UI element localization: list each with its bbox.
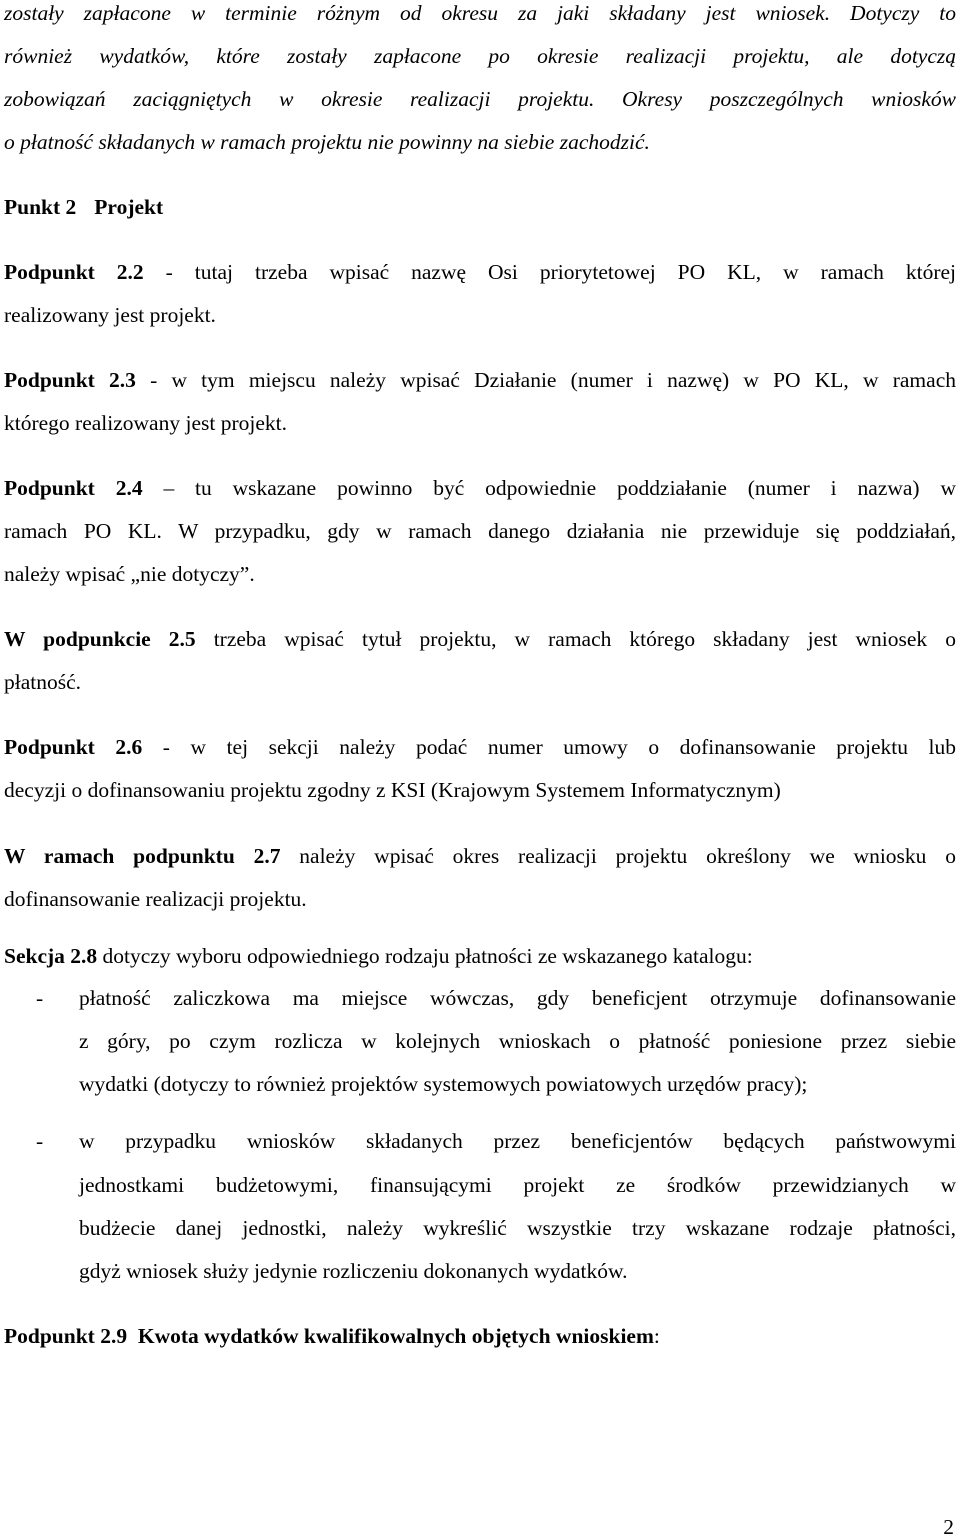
intro-line: zostały zapłacone w terminie różnym od okresu za jaki składany jest wniosek. Dotyczy to bbox=[4, 1, 956, 25]
bullet-marker: - bbox=[36, 1129, 44, 1153]
paragraph-line: realizowany jest projekt. bbox=[4, 303, 216, 327]
heading-title: Projekt bbox=[94, 195, 164, 219]
subpoint-label: W podpunkcie 2.5 bbox=[4, 627, 196, 651]
bullet-line: wydatki (dotyczy to również projektów systemowych powiatowych urzędów pracy); bbox=[79, 1072, 808, 1096]
subpoint-label: W ramach podpunktu 2.7 bbox=[4, 844, 281, 868]
bullet-line: w przypadku wniosków składanych przez beneficjentów będących państwowymi bbox=[79, 1129, 956, 1153]
paragraph-line: którego realizowany jest projekt. bbox=[4, 411, 287, 435]
intro-line: zobowiązań zaciągniętych w okresie realizacji projektu. Okresy poszczególnych wniosków bbox=[4, 87, 956, 111]
paragraph-line: Podpunkt 2.3 - w tym miejscu należy wpisać Działanie (numer i nazwę) w PO KL, w ramach bbox=[4, 368, 956, 392]
subpoint-label: Podpunkt 2.3 bbox=[4, 368, 136, 392]
paragraph-line: dofinansowanie realizacji projektu. bbox=[4, 887, 307, 911]
page-number: 2 bbox=[943, 1515, 954, 1539]
paragraph-line: należy wpisać „nie dotyczy”. bbox=[4, 562, 255, 586]
section-heading bbox=[4, 194, 956, 220]
paragraph-line: W ramach podpunktu 2.7 należy wpisać okres realizacji projektu określony we wniosku o bbox=[4, 844, 956, 868]
subpoint-label: Podpunkt 2.9 bbox=[4, 1324, 128, 1348]
paragraph-line: W podpunkcie 2.5 trzeba wpisać tytuł projektu, w ramach którego składany jest wniosek o bbox=[4, 627, 956, 651]
paragraph-line: Podpunkt 2.9 Kwota wydatków kwalifikowalnych objętych wnioskiem: bbox=[4, 1324, 660, 1348]
subpoint-label: Podpunkt 2.6 bbox=[4, 735, 143, 759]
subpoint-label: Sekcja 2.8 bbox=[4, 944, 98, 968]
bullet-line: z góry, po czym rozlicza w kolejnych wnioskach o płatność poniesione przez siebie bbox=[79, 1029, 956, 1053]
paragraph-line: Podpunkt 2.4 – tu wskazane powinno być odpowiednie poddziałanie (numer i nazwa) w bbox=[4, 476, 956, 500]
bullet-line: gdyż wniosek służy jedynie rozliczeniu dokonanych wydatków. bbox=[79, 1259, 628, 1283]
intro-line: o płatność składanych w ramach projektu nie powinny na siebie zachodzić. bbox=[4, 130, 650, 154]
paragraph-line: płatność. bbox=[4, 670, 82, 694]
paragraph-line: Podpunkt 2.6 - w tej sekcji należy podać numer umowy o dofinansowanie projektu lub bbox=[4, 735, 956, 759]
paragraph-line: ramach PO KL. W przypadku, gdy w ramach danego działania nie przewiduje się poddziałań, bbox=[4, 519, 956, 543]
bullet-line: budżecie danej jednostki, należy wykreślić wszystkie trzy wskazane rodzaje płatności, bbox=[79, 1216, 956, 1240]
paragraph-line: decyzji o dofinansowaniu projektu zgodny z KSI (Krajowym Systemem Informatycznym) bbox=[4, 778, 781, 802]
subpoint-label: Podpunkt 2.4 bbox=[4, 476, 143, 500]
bullet-line: jednostkami budżetowymi, finansującymi projekt ze środków przewidzianych w bbox=[79, 1173, 956, 1197]
bullet-line: płatność zaliczkowa ma miejsce wówczas, gdy beneficjent otrzymuje dofinansowanie bbox=[79, 986, 956, 1010]
subpoint-label: Podpunkt 2.2 bbox=[4, 260, 144, 284]
bullet-marker: - bbox=[36, 986, 44, 1010]
paragraph-line: Podpunkt 2.2 - tutaj trzeba wpisać nazwę Osi priorytetowej PO KL, w ramach której bbox=[4, 260, 956, 284]
subpoint-title: Kwota wydatków kwalifikowalnych objętych wnioskiem bbox=[137, 1324, 654, 1348]
intro-line: również wydatków, które zostały zapłacone po okresie realizacji projektu, ale dotyczą bbox=[4, 44, 956, 68]
paragraph-line: Sekcja 2.8 dotyczy wyboru odpowiedniego rodzaju płatności ze wskazanego katalogu: bbox=[4, 944, 753, 968]
heading-punkt: Punkt 2 bbox=[4, 195, 77, 219]
